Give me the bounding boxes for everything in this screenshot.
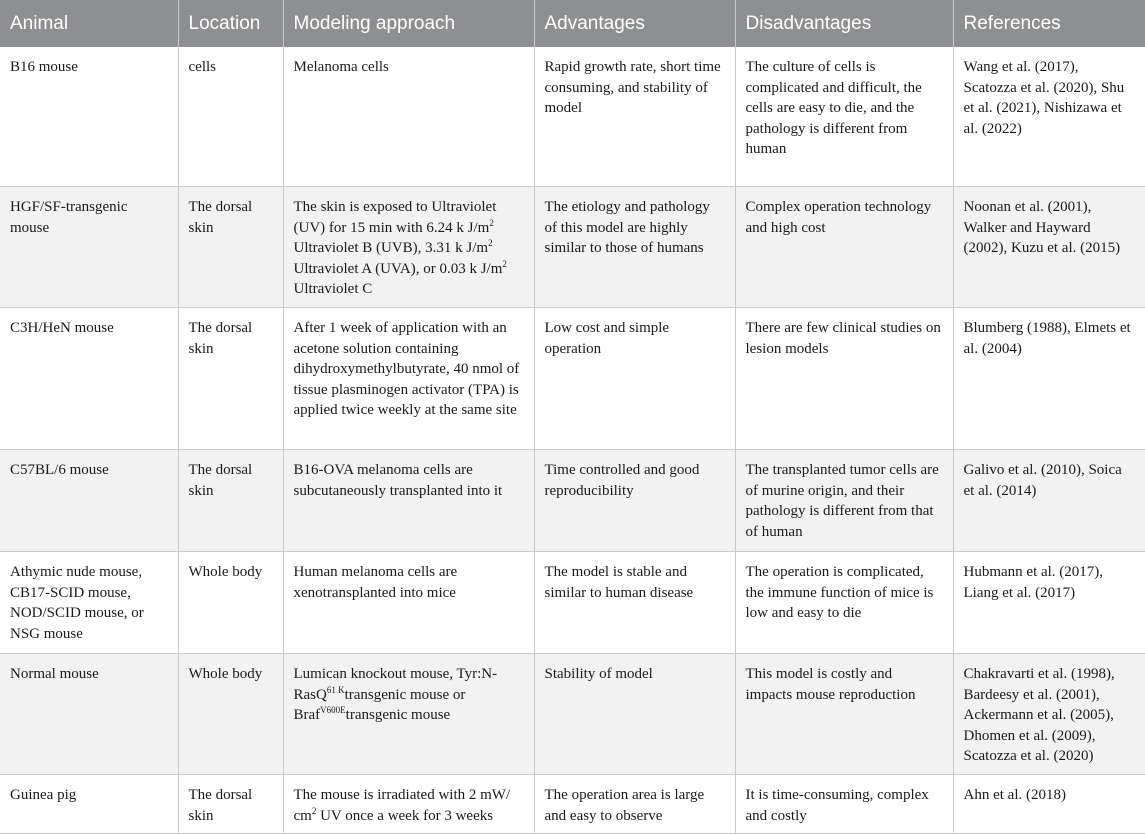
cell-animal: Athymic nude mouse, CB17-SCID mouse, NOD/SCID mouse, or NSG mouse [0,552,178,654]
cell-approach [283,654,534,775]
table-row [0,308,1145,450]
cell-animal: B16 mouse [0,47,178,187]
cell-disadvantages: This model is costly and impacts mouse reproduction [735,654,953,775]
superscript: 2 [502,258,507,269]
cell-references: Ahn et al. (2018) [953,775,1145,834]
cell-advantages: The operation area is large and easy to observe [534,775,735,834]
approach-text: The mouse is irradiated with 2 mW/ cm [293,787,511,824]
cell-approach: After 1 week of application with an acetone solution containing dihydroxymethylbutyrate, 40 nmol of tissue plasminogen activator (TPA) is applied twice weekly at the same site [283,308,534,450]
cell-approach [283,187,534,308]
cell-disadvantages: The transplanted tumor cells are of murine origin, and their pathology is different from that of human [735,450,953,552]
cell-references: Hubmann et al. (2017), Liang et al. (2017) [953,552,1145,654]
cell-animal: Normal mouse [0,654,178,775]
cell-location: The dorsal skin [178,775,283,834]
cell-advantages: Stability of model [534,654,735,775]
cell-approach: B16-OVA melanoma cells are subcutaneously transplanted into it [283,450,534,552]
table-row [0,552,1145,654]
cell-location: Whole body [178,654,283,775]
header-location: Location [178,0,283,47]
cell-animal: C3H/HeN mouse [0,308,178,450]
approach-text: The skin is exposed to Ultraviolet (UV) for 15 min with 6.24 k J/m [293,199,497,236]
cell-advantages: Time controlled and good reproducibility [534,450,735,552]
cell-references: Galivo et al. (2010), Soica et al. (2014) [953,450,1145,552]
cell-animal: HGF/SF-transgenic mouse [0,187,178,308]
table-body [0,47,1145,834]
approach-text: Ultraviolet C [293,281,373,297]
table-row [0,450,1145,552]
cell-approach: Human melanoma cells are xenotransplanted into mice [283,552,534,654]
header-animal: Animal [0,0,178,47]
approach-text: Lumican knockout mouse, Tyr:N-RasQ [293,666,498,703]
cell-advantages: The etiology and pathology of this model are highly similar to those of humans [534,187,735,308]
approach-text: transgenic mouse or Braf [293,686,466,723]
cell-advantages: Rapid growth rate, short time consuming, and stability of model [534,47,735,187]
superscript: 2 [311,805,317,816]
superscript: 2 [489,217,494,228]
superscript: V600E [320,705,346,715]
approach-text: Ultraviolet B (UVB), 3.31 k J/m [293,240,489,256]
cell-references: Chakravarti et al. (1998), Bardeesy et al. (2001), Ackermann et al. (2005), Dhomen et al. (2009), Scatozza et al. (2020) [953,654,1145,775]
cell-disadvantages: There are few clinical studies on lesion models [735,308,953,450]
cell-location: Whole body [178,552,283,654]
table-row [0,47,1145,187]
cell-advantages: The model is stable and similar to human disease [534,552,735,654]
superscript: 2 [488,238,493,248]
cell-disadvantages: It is time-consuming, complex and costly [735,775,953,834]
approach-text: UV once a week for 3 weeks [316,807,494,824]
table-row [0,187,1145,308]
cell-references: Blumberg (1988), Elmets et al. (2004) [953,308,1145,450]
cell-animal: Guinea pig [0,775,178,834]
header-advantages: Advantages [534,0,735,47]
header-row [0,0,1145,47]
superscript: 61 K [326,684,345,695]
header-modeling-approach: Modeling approach [283,0,534,47]
cell-approach [283,775,534,834]
table-row [0,654,1145,775]
cell-animal: C57BL/6 mouse [0,450,178,552]
approach-text: Ultraviolet A (UVA), or 0.03 k J/m [293,260,503,277]
cell-disadvantages: The operation is complicated, the immune function of mice is low and easy to die [735,552,953,654]
table-header [0,0,1145,47]
header-references: References [953,0,1145,47]
cell-location: The dorsal skin [178,450,283,552]
cell-disadvantages: Complex operation technology and high cost [735,187,953,308]
cell-advantages: Low cost and simple operation [534,308,735,450]
cell-disadvantages: The culture of cells is complicated and difficult, the cells are easy to die, and the pathology is different from human [735,47,953,187]
approach-text: transgenic mouse [345,707,451,723]
cell-location: The dorsal skin [178,187,283,308]
cell-references: Noonan et al. (2001), Walker and Hayward (2002), Kuzu et al. (2015) [953,187,1145,308]
cell-location: cells [178,47,283,187]
cell-location: The dorsal skin [178,308,283,450]
header-disadvantages: Disadvantages [735,0,953,47]
cell-approach: Melanoma cells [283,47,534,187]
cell-references: Wang et al. (2017), Scatozza et al. (2020), Shu et al. (2021), Nishizawa et al. (2022) [953,47,1145,187]
table-row [0,775,1145,834]
